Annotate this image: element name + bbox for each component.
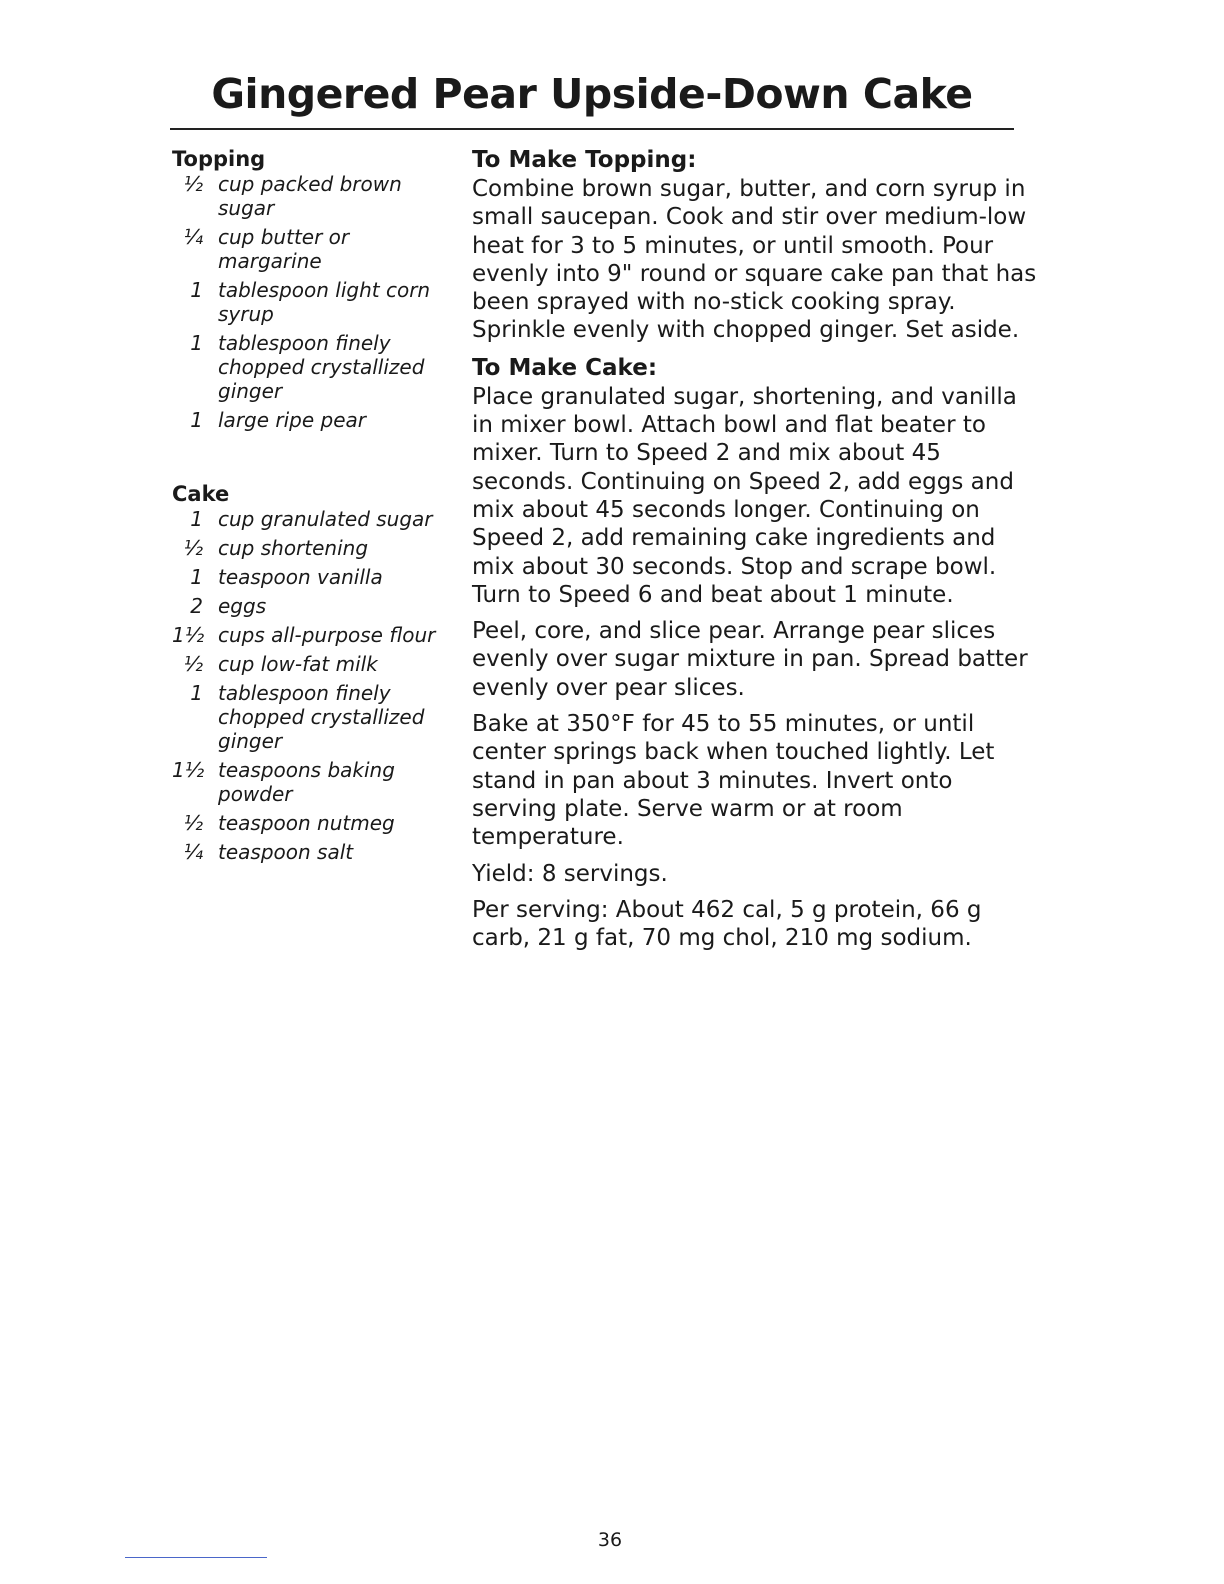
ingredient-text: tablespoon finely chopped crystallized ginger	[218, 681, 425, 753]
ingredient-item	[172, 652, 442, 676]
ingredient-item	[172, 172, 442, 220]
cake-directions-heading: To Make Cake:	[472, 354, 658, 381]
ingredient-quantity: 1	[190, 565, 203, 589]
ingredient-item	[172, 681, 442, 753]
ingredient-quantity: ½	[183, 536, 203, 560]
topping-ingredients	[172, 146, 442, 432]
pear-directions-text: Peel, core, and slice pear. Arrange pear slices evenly over sugar mixture in pan. Spread batter evenly over pear slices.	[472, 618, 1028, 701]
ingredient-text: cup shortening	[218, 536, 369, 560]
ingredient-item	[172, 623, 442, 647]
ingredient-item	[172, 840, 442, 864]
ingredient-quantity: 1½	[172, 623, 205, 647]
ingredient-item	[172, 565, 442, 589]
ingredient-quantity: 1½	[172, 758, 205, 782]
ingredient-item	[172, 278, 442, 326]
ingredient-item	[172, 811, 442, 835]
ingredient-text: teaspoons baking powder	[218, 758, 395, 806]
topping-heading: Topping	[172, 147, 266, 171]
cake-ingredients	[172, 481, 442, 864]
ingredients-column	[172, 146, 442, 869]
ingredient-text: cup granulated sugar	[218, 507, 433, 531]
cake-heading: Cake	[172, 482, 230, 506]
ingredient-item	[172, 507, 442, 531]
topping-directions-heading: To Make Topping:	[472, 147, 697, 173]
ingredient-quantity: 1	[190, 331, 203, 355]
ingredient-quantity: 1	[190, 408, 203, 432]
ingredient-quantity: ½	[183, 652, 203, 676]
ingredient-item	[172, 408, 442, 432]
ingredient-text: teaspoon nutmeg	[218, 811, 395, 835]
page-title: Gingered Pear Upside-Down Cake	[211, 70, 973, 118]
ingredient-quantity: 1	[190, 507, 203, 531]
footer-divider	[125, 1557, 267, 1558]
page-number: 36	[597, 1529, 623, 1551]
ingredient-quantity: ¼	[183, 840, 203, 864]
ingredient-text: teaspoon vanilla	[218, 565, 383, 589]
title-divider	[170, 128, 1014, 130]
ingredient-item	[172, 758, 442, 806]
ingredient-quantity: 2	[190, 594, 203, 618]
ingredient-text: tablespoon light corn syrup	[218, 278, 431, 326]
directions-column	[472, 145, 1044, 960]
ingredient-item	[172, 331, 442, 403]
topping-directions-text: Combine brown sugar, butter, and corn syrup in small saucepan. Cook and stir over medium-low heat for 3 to 5 minutes, or until smooth. Pour evenly into 9" round or square cake pan that has been sprayed with no-stick cooking spray. Sprinkle evenly with chopped ginger. Set aside.	[472, 176, 1037, 344]
bake-directions-text: Bake at 350°F for 45 to 55 minutes, or until center springs back when touched lightly. Let stand in pan about 3 minutes. Invert onto serving plate. Serve warm or at room temperature.	[472, 711, 995, 851]
ingredient-text: cup packed brown sugar	[218, 172, 402, 220]
ingredient-item	[172, 536, 442, 560]
yield-text: Yield: 8 servings.	[472, 860, 668, 887]
ingredient-item	[172, 594, 442, 618]
ingredient-quantity: ¼	[183, 225, 203, 249]
ingredient-text: cups all-purpose flour	[218, 623, 436, 647]
ingredient-item	[172, 225, 442, 273]
topping-list	[172, 172, 442, 432]
ingredient-quantity: 1	[190, 681, 203, 705]
ingredient-text: teaspoon salt	[218, 840, 354, 864]
nutrition-text: Per serving: About 462 cal, 5 g protein, 66 g carb, 21 g fat, 70 mg chol, 210 mg sodium.	[472, 896, 982, 952]
ingredient-text: cup low-fat milk	[218, 652, 378, 676]
cake-directions-text: Place granulated sugar, shortening, and vanilla in mixer bowl. Attach bowl and flat beater to mixer. Turn to Speed 2 and mix about 45 seconds. Continuing on Speed 2, add eggs and mix about 45 seconds longer. Continuing on Speed 2, add remaining cake ingredients and mix about 30 seconds. Stop and scrape bowl. Turn to Speed 6 and beat about 1 minute.	[472, 383, 1017, 608]
ingredient-text: cup butter or margarine	[218, 225, 350, 273]
ingredient-quantity: ½	[183, 172, 203, 196]
ingredient-quantity: ½	[183, 811, 203, 835]
ingredient-text: eggs	[218, 594, 267, 618]
ingredient-text: tablespoon finely chopped crystallized ginger	[218, 331, 425, 403]
ingredient-text: large ripe pear	[218, 408, 367, 432]
ingredient-quantity: 1	[190, 278, 203, 302]
cake-list	[172, 507, 442, 864]
